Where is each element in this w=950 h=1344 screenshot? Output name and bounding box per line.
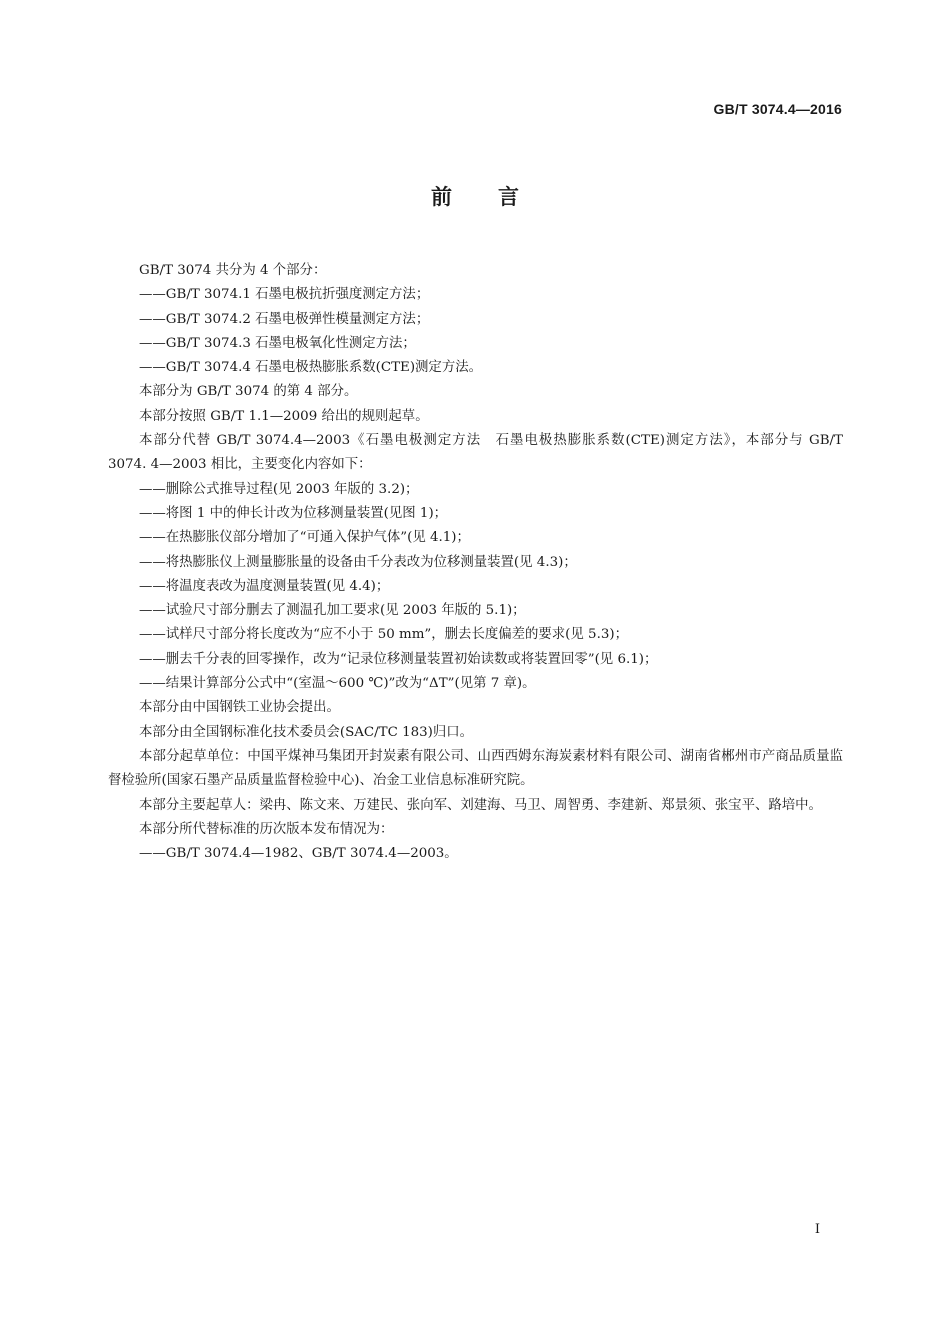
paragraph-parts-intro: GB/T 3074 共分为 4 个部分： bbox=[139, 263, 327, 278]
standard-code: GB/T 3074.4—2016 bbox=[713, 101, 842, 117]
list-item-change-3: ——在热膨胀仪部分增加了“可通入保护气体”(见 4.1)； bbox=[139, 530, 470, 546]
list-item-part-3: ——GB/T 3074.3 石墨电极氧化性测定方法； bbox=[139, 335, 416, 351]
list-item-change-8: ——删去千分表的回零操作，改为“记录位移测量装置初始读数或将装置回零”(见 6.1)； bbox=[139, 651, 658, 667]
paragraph-drafting-units: 本部分起草单位：中国平煤神马集团开封炭素有限公司、山西西姆东海炭素材料有限公司、湖南省郴州市产商品质量监督检验所(国家石墨产品质量监督检验中心)、冶金工业信息标准研究院。 bbox=[108, 748, 843, 789]
list-item-history: ——GB/T 3074.4—1982、GB/T 3074.4—2003。 bbox=[139, 846, 458, 862]
list-item-change-9: ——结果计算部分公式中“(室温～600 ℃)”改为“ΔT”(见第 7 章)。 bbox=[139, 676, 536, 692]
list-item-change-4: ——将热膨胀仪上测量膨胀量的设备由千分表改为位移测量装置(见 4.3)； bbox=[139, 554, 577, 570]
list-item-change-6: ——试验尺寸部分删去了测温孔加工要求(见 2003 年版的 5.1)； bbox=[139, 603, 526, 619]
paragraph-this-part: 本部分为 GB/T 3074 的第 4 部分。 bbox=[139, 384, 358, 400]
paragraph-drafting-rules: 本部分按照 GB/T 1.1—2009 给出的规则起草。 bbox=[139, 408, 429, 424]
page-number: I bbox=[814, 1222, 820, 1237]
paragraph-drafters: 本部分主要起草人：梁冉、陈文来、万建民、张向军、刘建海、马卫、周智勇、李建新、郑景须、张宝平、路培中。 bbox=[139, 797, 822, 813]
list-item-part-2: ——GB/T 3074.2 石墨电极弹性模量测定方法； bbox=[139, 311, 430, 327]
list-item-part-1: ——GB/T 3074.1 石墨电极抗折强度测定方法； bbox=[139, 287, 430, 303]
list-item-change-7: ——试样尺寸部分将长度改为“应不小于 50 mm”，删去长度偏差的要求(见 5.3)； bbox=[139, 627, 628, 643]
paragraph-proposed-by: 本部分由中国钢铁工业协会提出。 bbox=[139, 700, 340, 716]
paragraph-history-intro: 本部分所代替标准的历次版本发布情况为： bbox=[139, 821, 394, 837]
list-item-change-2: ——将图 1 中的伸长计改为位移测量装置(见图 1)； bbox=[139, 505, 448, 521]
paragraph-managed-by: 本部分由全国钢标准化技术委员会(SAC/TC 183)归口。 bbox=[139, 724, 474, 740]
page-title: 前言 bbox=[431, 185, 565, 209]
list-item-change-5: ——将温度表改为温度测量装置(见 4.4)； bbox=[139, 578, 390, 594]
paragraph-replaces: 本部分代替 GB/T 3074.4—2003《石墨电极测定方法 石墨电极热膨胀系数(CTE)测定方法》，本部分与 GB/T 3074. 4—2003 相比，主要变化内容如下： bbox=[108, 433, 843, 473]
foreword-body bbox=[108, 259, 843, 866]
list-item-change-1: ——删除公式推导过程(见 2003 年版的 3.2)； bbox=[139, 481, 419, 497]
list-item-part-4: ——GB/T 3074.4 石墨电极热膨胀系数(CTE)测定方法。 bbox=[139, 360, 482, 376]
